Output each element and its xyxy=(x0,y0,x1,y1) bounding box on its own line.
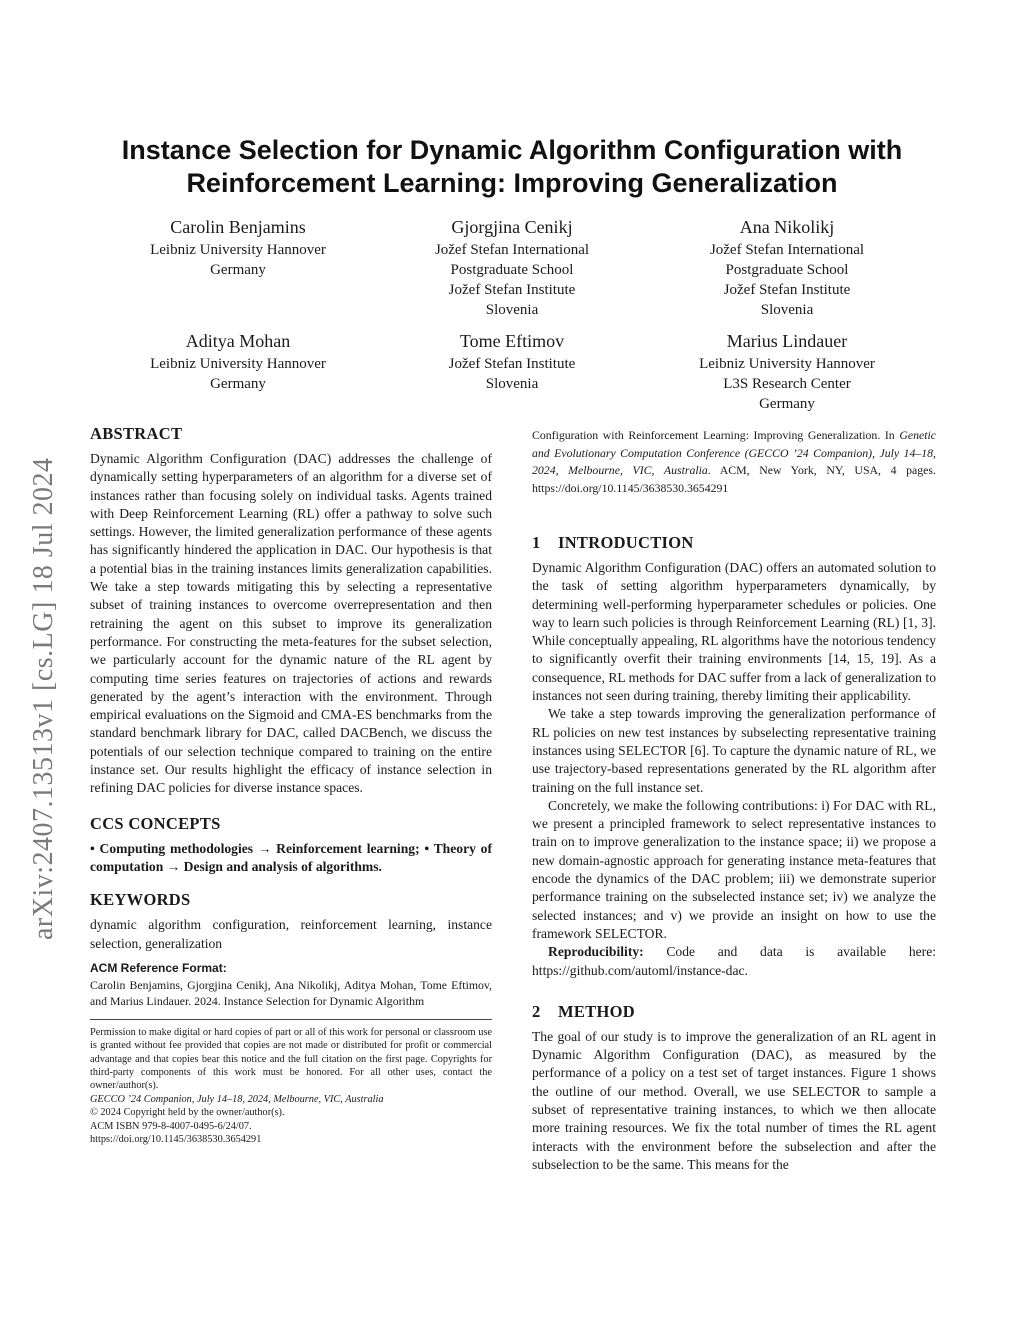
acm-ref-text: Carolin Benjamins, Gjorgjina Cenikj, Ana Nikolikj, Aditya Mohan, Tome Eftimov, and Marius Lindauer. 2024. Instance Selection for Dynamic Algorithm xyxy=(90,977,492,1008)
author-affiliation: Leibniz University Hannover xyxy=(150,242,326,258)
author-affiliation: Germany xyxy=(210,262,266,278)
method-heading-text: METHOD xyxy=(558,1001,635,1021)
permission-copyright: © 2024 Copyright held by the owner/author(s). xyxy=(90,1107,285,1119)
permission-doi[interactable]: https://doi.org/10.1145/3638530.3654291 xyxy=(90,1134,262,1146)
acm-ref-heading: ACM Reference Format: xyxy=(90,960,227,975)
footnote-rule xyxy=(90,1019,492,1020)
author-affiliation: Postgraduate School xyxy=(450,262,574,278)
author-block xyxy=(93,329,383,394)
author-block xyxy=(367,329,657,394)
author-affiliation: L3S Research Center xyxy=(723,376,851,392)
acm-ref-continued-italic: Genetic and Evolutionary Computation Conference (GECCO ’24 Companion), July 14–18, 2024, Melbourne, VIC, Australia. xyxy=(532,428,936,477)
author-name: Ana Nikolikj xyxy=(739,217,835,237)
intro-paragraph-1: Dynamic Algorithm Configuration (DAC) offers an automated solution to the task of setting algorithm hyperparameters dynamically, by determining well-performing hyperparameter schedules or policies. One way to learn such policies is through Reinforcement Learning (RL) [1, 3]. While conceptually appealing, RL algorithms have the notorious tendency to significantly overfit their training environments [14, 15, 19]. As a consequence, RL methods for DAC suffer from a lack of generalization to instances not seen during training, thereby limiting their applicability. xyxy=(532,560,936,704)
title-line-2: Reinforcement Learning: Improving Generalization xyxy=(186,168,838,198)
arxiv-stamp: arXiv:2407.13513v1 [cs.LG] 18 Jul 2024 xyxy=(28,457,59,940)
acm-ref-continued-plain: Configuration with Reinforcement Learning: Improving Generalization. In xyxy=(532,428,895,442)
author-affiliation: Jožef Stefan Institute xyxy=(723,282,851,298)
reproducibility-label: Reproducibility: xyxy=(548,944,644,960)
left-column xyxy=(90,424,492,1146)
author-affiliation: Leibniz University Hannover xyxy=(699,356,875,372)
right-column xyxy=(532,427,936,1174)
author-block xyxy=(93,215,383,280)
author-name: Tome Eftimov xyxy=(459,331,565,351)
keywords-text: dynamic algorithm configuration, reinforcement learning, instance selection, generalization xyxy=(90,917,492,951)
author-name: Aditya Mohan xyxy=(185,331,291,351)
intro-heading-text: INTRODUCTION xyxy=(558,533,694,552)
author-affiliation: Slovenia xyxy=(485,302,539,318)
title-line-1: Instance Selection for Dynamic Algorithm Configuration with xyxy=(121,135,903,165)
method-section-number: 2 xyxy=(532,1001,541,1021)
author-affiliation: Slovenia xyxy=(760,302,814,318)
abstract-text: Dynamic Algorithm Configuration (DAC) addresses the challenge of dynamically setting hyperparameters of an algorithm for a diverse set of instances rather than focusing solely on individual tasks. Agents trained with Deep Reinforcement Learning (RL) offer a pathway to solve such settings. However, the limited generalization performance of these agents has significantly hindered the application in DAC. Our hypothesis is that a potential bias in the training instances limits generalization capabilities. We take a step towards mitigating this by selecting a representative subset of training instances to overcome overrepresentation and then retraining the agent on this subset to improve its generalization performance. For constructing the meta-features for the subset selection, we particularly account for the dynamic nature of the RL agent by computing time series features on trajectories of actions and rewards generated by the agent’s interaction with the environment. Through empirical evaluations on the Sigmoid and CMA-ES benchmarks from the standard benchmark library for DAC, called DACBench, we discuss the potentials of our selection technique compared to training on the entire instance set. Our results highlight the efficacy of instance selection in refining DAC policies for diverse instance spaces. xyxy=(90,451,492,796)
author-block xyxy=(367,215,657,320)
intro-paragraph-2: We take a step towards improving the generalization performance of RL policies on new test instances by subselecting representative training instances using SELECTOR [6]. To capture the dynamic nature of RL, we use trajectory-based representations generated by the RL algorithm after training on the full instance set. xyxy=(532,706,936,795)
author-affiliation: Postgraduate School xyxy=(725,262,849,278)
reproducibility-text: Code and data is available here: https://github.com/automl/instance-dac. xyxy=(532,944,936,978)
paper-title xyxy=(60,134,964,200)
author-affiliation: Jožef Stefan International xyxy=(434,242,590,258)
author-name: Carolin Benjamins xyxy=(170,217,306,237)
acm-ref-continued xyxy=(532,427,936,497)
author-block xyxy=(642,215,932,320)
keywords-heading: KEYWORDS xyxy=(90,890,191,910)
ccs-text: • Computing methodologies → Reinforcement learning; • Theory of computation → Design and analysis of algorithms. xyxy=(90,840,492,874)
author-affiliation: Germany xyxy=(759,396,815,412)
author-block xyxy=(642,329,932,414)
abstract-heading: ABSTRACT xyxy=(90,424,183,443)
intro-heading xyxy=(532,533,936,553)
permission-text: Permission to make digital or hard copies of part or all of this work for personal or classroom use is granted without fee provided that copies are not made or distributed for profit or commercial advantage and that copies bear this notice and the full citation on the first page. Copyrights for third-party components of this work must be honored. For all other uses, contact the owner/author(s). xyxy=(90,1026,492,1092)
acm-ref-continued-tail: ACM, New York, NY, USA, 4 pages. https://doi.org/10.1145/3638530.3654291 xyxy=(532,463,936,495)
permission-isbn: ACM ISBN 979-8-4007-0495-6/24/07. xyxy=(90,1120,252,1132)
author-affiliation: Jožef Stefan Institute xyxy=(448,282,576,298)
author-affiliation: Germany xyxy=(210,376,266,392)
method-heading xyxy=(532,1002,936,1022)
permission-venue: GECCO ’24 Companion, July 14–18, 2024, Melbourne, VIC, Australia xyxy=(90,1093,384,1105)
intro-paragraph-3: Concretely, we make the following contributions: i) For DAC with RL, we present a principled framework to select representative instances to train on to improve generalization to the instance space; ii) we propose a new domain-agnostic approach for generating instance meta-features that encode the dynamics of the DAC problem; iii) we demonstrate superior performance training on the subselected instance set; iv) we analyze the selected instances; and v) we provide an insight on how to use the framework SELECTOR. xyxy=(532,797,936,941)
method-paragraph-1: The goal of our study is to improve the generalization of an RL agent in Dynamic Algorithm Configuration (DAC), as measured by the performance of a policy on a test set of target instances. Figure 1 shows the outline of our method. Overall, we use SELECTOR to sample a subset of representative training instances, to which we then allocate more training resources. We fix the total number of times the RL agent interacts with the environment before the subselection and after the subselection to be the same. This means for the xyxy=(532,1028,936,1172)
intro-section-number: 1 xyxy=(532,533,541,552)
author-affiliation: Jožef Stefan International xyxy=(709,242,865,258)
author-affiliation: Leibniz University Hannover xyxy=(150,356,326,372)
author-affiliation: Jožef Stefan Institute xyxy=(448,356,576,372)
permission-block xyxy=(90,1026,492,1147)
author-affiliation: Slovenia xyxy=(485,376,539,392)
reproducibility-paragraph xyxy=(532,943,936,980)
ccs-heading: CCS CONCEPTS xyxy=(90,813,221,833)
author-name: Gjorgjina Cenikj xyxy=(451,217,573,237)
author-name: Marius Lindauer xyxy=(726,331,848,351)
